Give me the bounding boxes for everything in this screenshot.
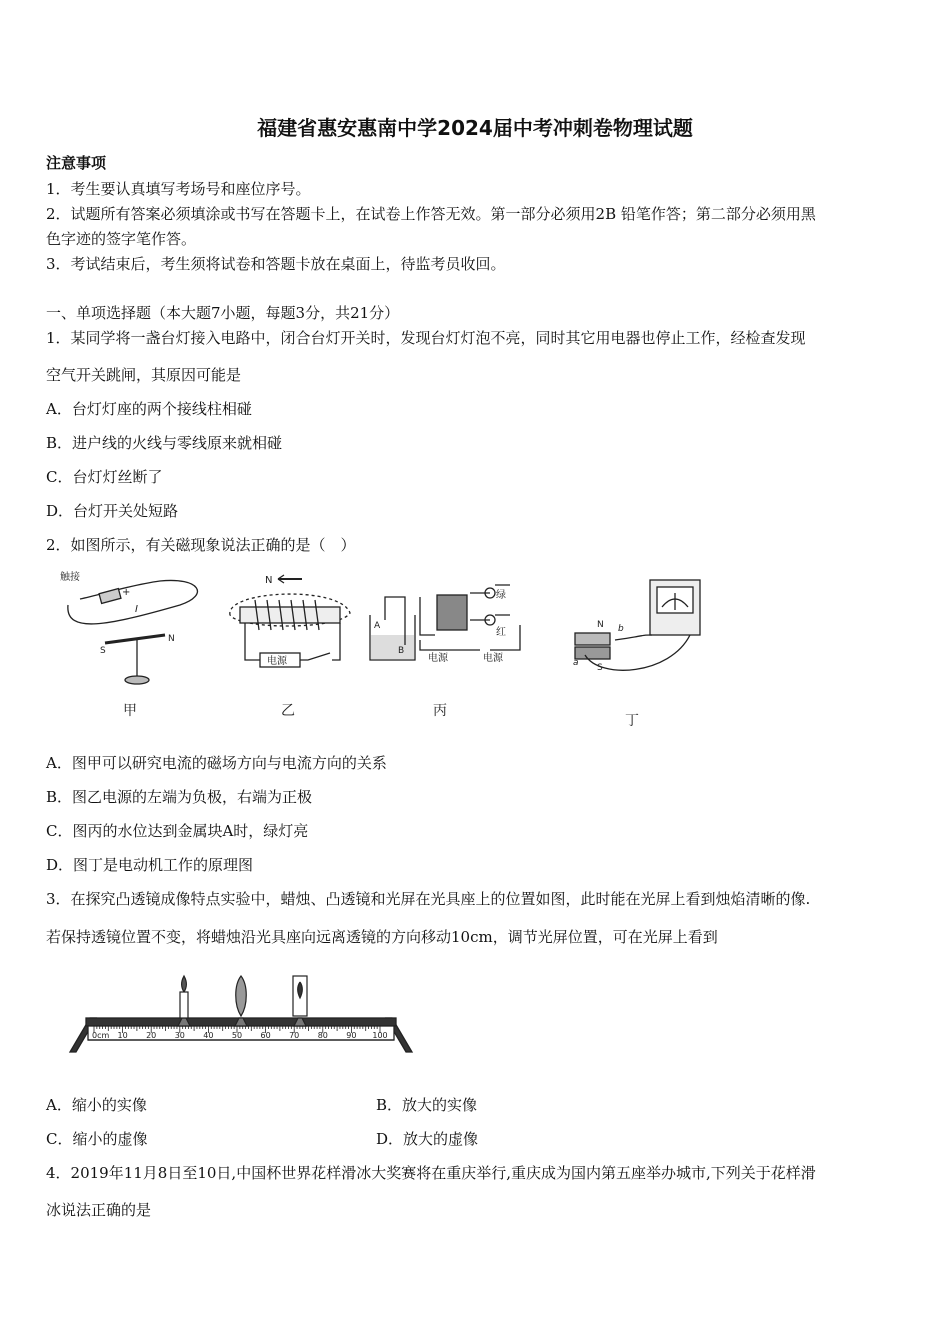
option-a: A．缩小的实像 [46,1096,147,1114]
optical-bench-figure [66,970,416,1058]
page-title: 福建省惠安惠南中学2024届中考冲刺卷物理试题 [257,116,693,140]
figure-bing [370,585,520,664]
jia-touch-label: 触接 [60,572,80,583]
notice-item: 1．考生要认真填写考场号和座位序号。 [46,180,311,198]
ding-a-label: a [573,658,579,668]
notice-item: 3．考试结束后，考生须将试卷和答题卡放在桌面上，待监考员收回。 [46,255,506,273]
bing-green-label: 绿 [496,590,506,601]
option-b: B．放大的实像 [376,1096,478,1114]
figure-jia [60,570,197,684]
figure-ding [573,580,700,673]
ding-s-label: S [597,663,603,673]
notice-item: 色字迹的签字笔作答。 [46,230,197,248]
question-stem: 4．2019年11月8日至10日,中国杯世界花样滑冰大奖赛将在重庆举行,重庆成为国内第五座举办城市,下列关于花样滑 [46,1164,816,1182]
ruler-label: 90 [346,1031,357,1040]
option-c: C．图丙的水位达到金属块A时，绿灯亮 [46,822,309,840]
bing-b-label: B [398,646,405,656]
yi-power-label: 电源 [267,656,287,667]
option-c: C．台灯灯丝断了 [46,468,163,486]
ding-n-label: N [597,620,604,630]
ding-b-label: b [618,624,624,634]
question-stem: 若保持透镜位置不变，将蜡烛沿光具座向远离透镜的方向移动10cm，调节光屏位置，可在光屏上看到 [46,928,718,946]
magnetism-figure [40,565,730,735]
option-d: D．图丁是电动机工作的原理图 [46,856,254,874]
ruler-label: 80 [317,1031,328,1040]
bing-power2-label: 电源 [483,653,503,664]
figure-label-yi: 乙 [281,703,295,719]
ruler-label: 40 [203,1031,214,1040]
option-c: C．缩小的虚像 [46,1130,148,1148]
notice-item: 2．试题所有答案必须填涂或书写在答题卡上，在试卷上作答无效。第一部分必须用2B 铅笔作答；第二部分必须用黑 [46,205,816,223]
notice-heading: 注意事项 [46,154,107,172]
question-stem: 空气开关跳闸，其原因可能是 [46,366,242,384]
figure-label-jia: 甲 [123,703,137,719]
yi-n-label: N [265,575,273,586]
figure-yi [230,575,350,667]
figure-label-bing: 丙 [433,703,447,719]
jia-n-label: N [168,634,175,644]
option-d: D．台灯开关处短路 [46,502,179,520]
question-stem: 冰说法正确的是 [46,1201,152,1219]
option-a: A．台灯灯座的两个接线柱相碰 [46,400,252,418]
jia-current-label: I [135,604,138,615]
figure-label-ding: 丁 [625,713,639,729]
option-b: B．图乙电源的左端为负极，右端为正极 [46,788,313,806]
ruler-label: 60 [260,1031,271,1040]
ruler-label: 0cm [92,1031,110,1040]
question-stem: 1．某同学将一盏台灯接入电路中，闭合台灯开关时，发现台灯灯泡不亮，同时其它用电器也停止工作，经检查发现 [46,329,806,347]
question-stem: 3．在探究凸透镜成像特点实验中，蜡烛、凸透镜和光屏在光具座上的位置如图，此时能在光屏上看到烛焰清晰的像. [46,890,811,908]
jia-s-label: S [100,646,106,656]
jia-plus-label: + [122,587,131,598]
ruler-label: 100 [372,1031,388,1040]
question-stem: 2．如图所示，有关磁现象说法正确的是（ ） [46,536,356,554]
ruler-label: 10 [117,1031,128,1040]
ruler-label: 20 [146,1031,157,1040]
ruler-label: 50 [231,1031,243,1040]
bing-a-label: A [374,621,381,631]
section-heading: 一、单项选择题（本大题7小题，每题3分，共21分） [46,304,400,322]
bing-power1-label: 电源 [428,653,448,664]
option-b: B．进户线的火线与零线原来就相碰 [46,434,283,452]
candle [178,976,190,1026]
ruler-label: 30 [174,1031,185,1040]
bing-red-label: 红 [496,627,506,638]
option-d: D．放大的虚像 [376,1130,479,1148]
ruler-label: 70 [289,1031,300,1040]
option-a: A．图甲可以研究电流的磁场方向与电流方向的关系 [46,754,387,772]
